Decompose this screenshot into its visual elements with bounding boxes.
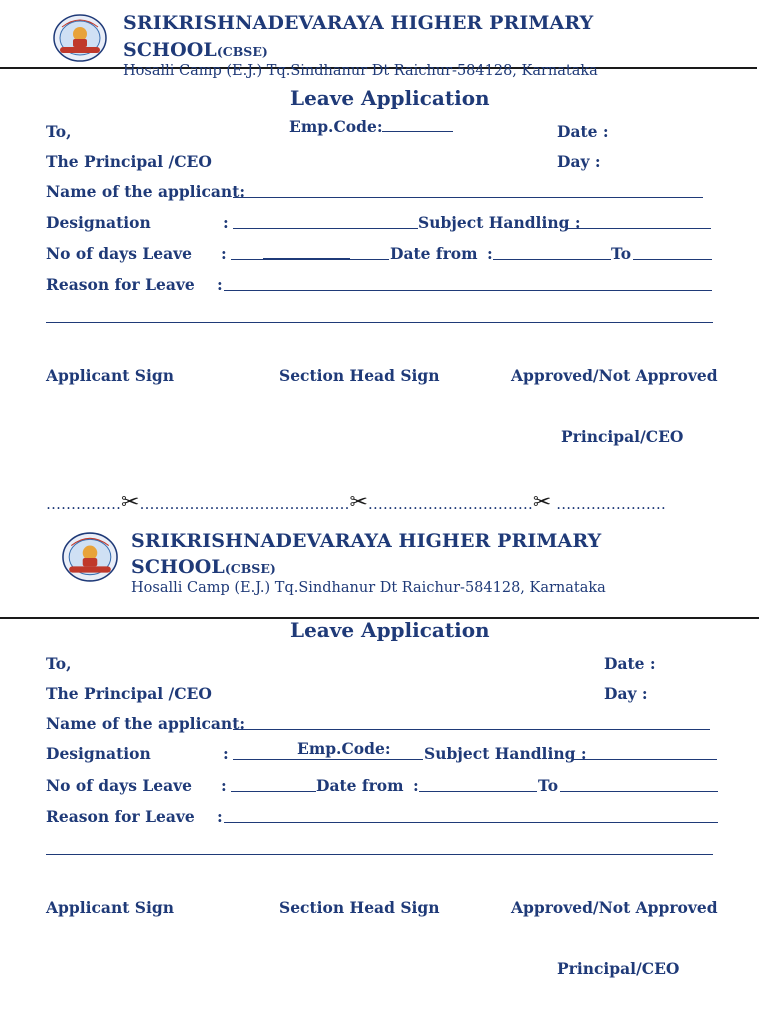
subject-label: Subject Handling : [418, 213, 581, 232]
subject-label: Subject Handling : [424, 744, 587, 763]
school-address: Hosalli Camp (E.J.) Tq.Sindhanur Dt Raichur-584128, Karnataka [123, 63, 598, 79]
to-label: To, [46, 654, 72, 673]
school-board: (CBSE) [224, 561, 276, 576]
day-label: Day : [604, 684, 648, 703]
applicant-name-field[interactable] [233, 197, 703, 198]
principal-label: The Principal /CEO [46, 684, 212, 703]
cut-dots-3: …………………………… [367, 495, 533, 513]
reason-label: Reason for Leave [46, 275, 195, 294]
scissors-icon: ✂ [532, 490, 552, 515]
designation-colon: : [223, 744, 229, 763]
cut-dots-2: …………………………………… [139, 495, 350, 513]
to-label: To, [46, 122, 72, 141]
subject-field[interactable] [566, 228, 711, 229]
subject-field[interactable] [572, 759, 717, 760]
reason-colon: : [217, 275, 223, 294]
designation-colon: : [223, 213, 229, 232]
date-from-label: Date from [390, 244, 478, 263]
principal-ceo-sign-label: Principal/CEO [561, 427, 684, 446]
school-name-text: SCHOOL [123, 39, 217, 61]
reason-field-continued[interactable] [46, 854, 713, 855]
school-emblem-icon [52, 13, 108, 63]
cut-dots-4: ….……………… [551, 495, 666, 513]
designation-label: Designation [46, 744, 151, 763]
date-from-colon: : [413, 776, 419, 795]
school-emblem-icon [60, 531, 120, 583]
date-from-field[interactable] [419, 791, 537, 792]
approval-status-label: Approved/Not Approved [511, 366, 718, 385]
principal-ceo-sign-label: Principal/CEO [557, 959, 680, 978]
reason-field[interactable] [224, 290, 712, 291]
school-name-line2 [131, 556, 276, 578]
reason-label: Reason for Leave [46, 807, 195, 826]
applicant-name-label: Name of the applicant: [46, 714, 246, 733]
no-days-label: No of days Leave [46, 776, 192, 795]
applicant-sign-label: Applicant Sign [46, 366, 174, 385]
school-name-text: SCHOOL [131, 556, 225, 578]
school-name-line2 [123, 39, 268, 61]
reason-field[interactable] [224, 822, 718, 823]
designation-field[interactable] [233, 228, 418, 229]
date-label: Date : [604, 654, 656, 673]
emp-code-label: Emp.Code: [297, 739, 391, 758]
school-name-line1: SRIKRISHNADEVARAYA HIGHER PRIMARY [123, 12, 594, 34]
school-address: Hosalli Camp (E.J.) Tq.Sindhanur Dt Raichur-584128, Karnataka [131, 580, 606, 596]
emp-code-field[interactable] [382, 131, 453, 132]
school-name-line1: SRIKRISHNADEVARAYA HIGHER PRIMARY [131, 530, 602, 552]
date-from-colon: : [487, 244, 493, 263]
no-days-underline [263, 258, 350, 260]
scissors-icon: ✂ [121, 490, 140, 515]
no-days-colon: : [221, 244, 227, 263]
day-label: Day : [557, 152, 601, 171]
designation-label: Designation [46, 213, 151, 232]
to-date-label: To [538, 776, 559, 795]
applicant-sign-label: Applicant Sign [46, 898, 174, 917]
to-date-field[interactable] [560, 791, 718, 792]
approval-status-label: Approved/Not Approved [511, 898, 718, 917]
designation-field[interactable] [233, 759, 423, 760]
applicant-name-field[interactable] [233, 729, 710, 730]
reason-field-continued[interactable] [46, 322, 713, 323]
date-label: Date : [557, 122, 609, 141]
no-days-label: No of days Leave [46, 244, 192, 263]
date-from-field[interactable] [493, 259, 611, 260]
date-from-label: Date from [316, 776, 404, 795]
to-date-label: To [611, 244, 632, 263]
scissors-icon: ✂ [349, 490, 368, 515]
cut-dots-1: …………… [46, 495, 121, 513]
no-days-field[interactable] [231, 791, 316, 792]
form-title: Leave Application [290, 618, 490, 642]
section-head-sign-label: Section Head Sign [279, 366, 440, 385]
section-head-sign-label: Section Head Sign [279, 898, 440, 917]
cut-line [46, 490, 666, 515]
principal-label: The Principal /CEO [46, 152, 212, 171]
emp-code-label: Emp.Code: [289, 117, 383, 136]
to-date-field[interactable] [633, 259, 712, 260]
no-days-colon: : [221, 776, 227, 795]
reason-colon: : [217, 807, 223, 826]
form-title: Leave Application [290, 86, 490, 110]
school-board: (CBSE) [216, 44, 268, 59]
applicant-name-label: Name of the applicant: [46, 182, 246, 201]
